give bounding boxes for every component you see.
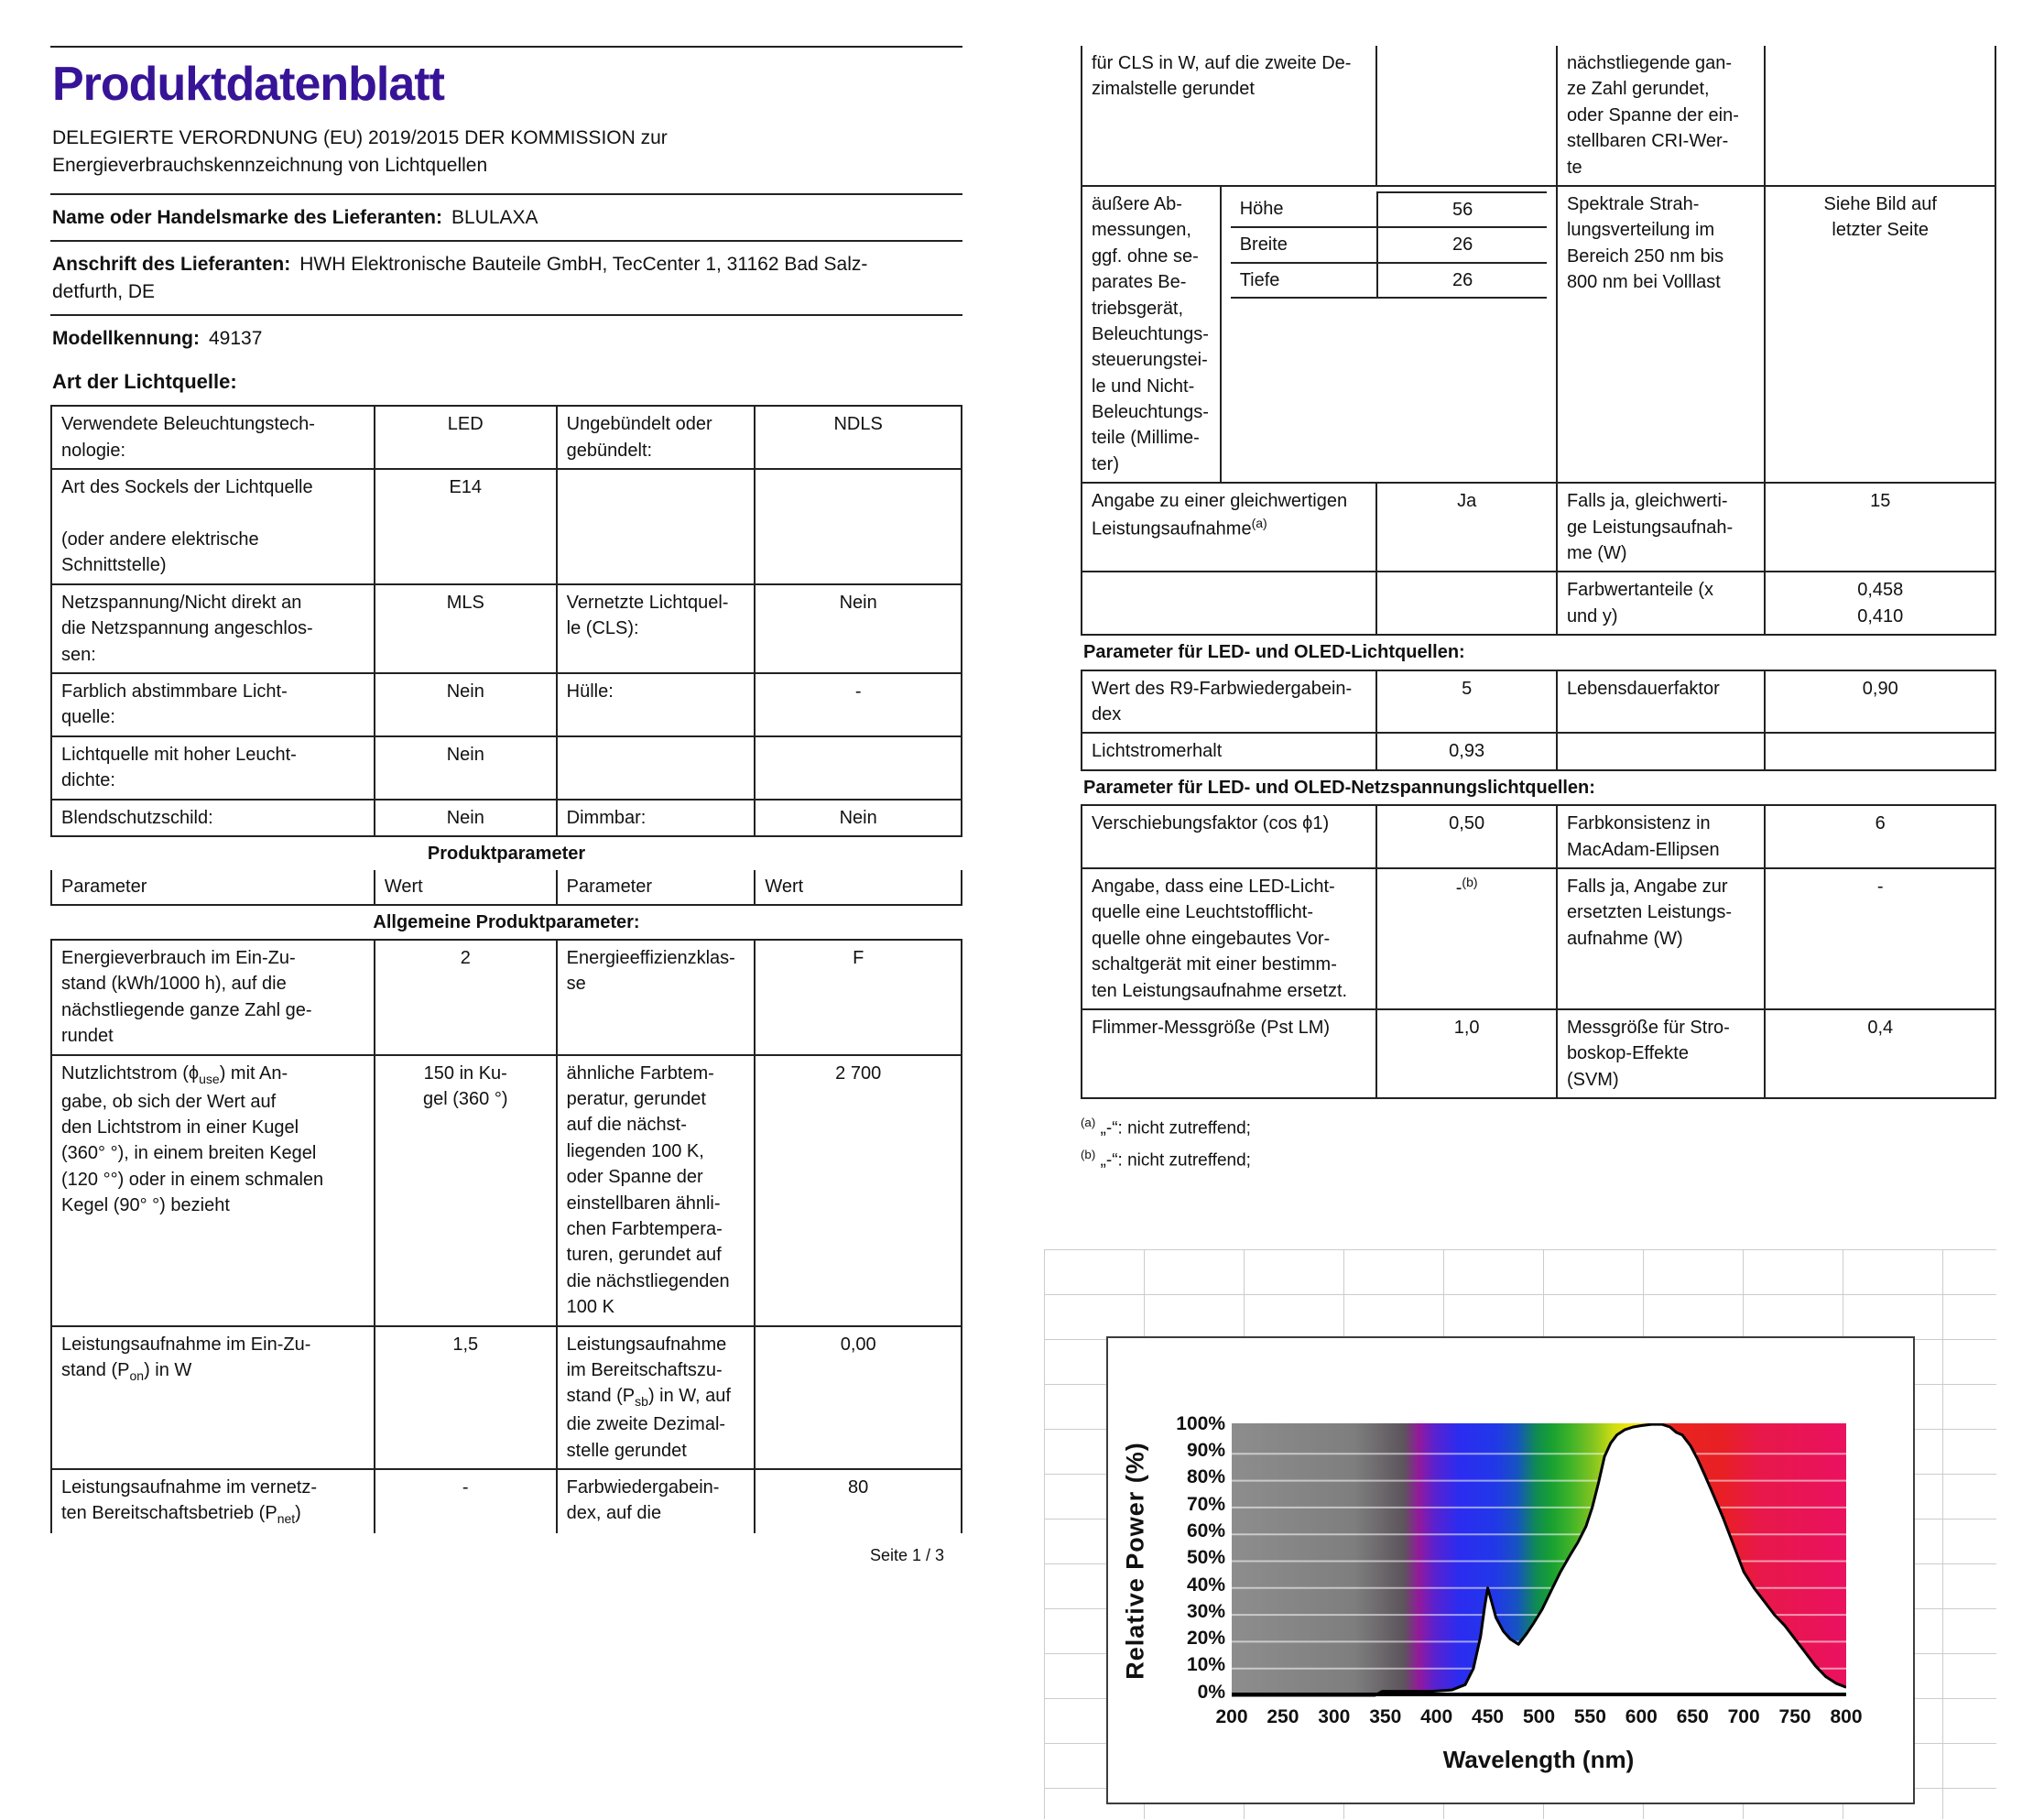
table-cell: -$^{(b)}$ [1376, 868, 1557, 1009]
table-row [51, 800, 962, 836]
y-tick-label: 90% [1186, 1440, 1225, 1462]
supplier-address-label: Anschrift des Lieferanten: [52, 254, 291, 276]
product-parameters-table-page2 [1081, 46, 1996, 1099]
table-cell [557, 736, 756, 800]
x-tick-label: 250 [1267, 1705, 1299, 1727]
x-tick-label: 550 [1573, 1705, 1606, 1727]
table-row [51, 584, 962, 673]
table-cell: nächstliegende gan- ze Zahl gerundet, oder Spanne der ein- stellbaren CRI-Wer- te [1557, 46, 1766, 186]
page-title: Produktdatenblatt [52, 58, 444, 111]
page-1 [50, 46, 962, 1565]
table-cell [755, 469, 962, 584]
supplier-name-value: BLULAXA [451, 206, 538, 228]
table-row [51, 870, 962, 904]
spd-curve [1232, 1423, 1846, 1698]
table-cell [1221, 186, 1557, 483]
y-tick-label: 30% [1186, 1600, 1225, 1622]
table-cell: 0,50 [1376, 805, 1557, 868]
y-tick-label: 0% [1197, 1681, 1225, 1703]
table-cell: 56 [1377, 192, 1547, 227]
supplier-address-row [52, 251, 962, 305]
footnote-a: $^{(a)}$ „-“: nicht zutreffend; [1081, 1116, 1251, 1138]
table-cell: Breite [1231, 227, 1378, 262]
table-cell: Tiefe [1231, 263, 1378, 298]
table-row [51, 1326, 962, 1469]
table-cell: 0,458 0,410 [1765, 572, 1995, 635]
x-tick-label: 600 [1625, 1705, 1658, 1727]
table-cell: Hülle: [557, 673, 756, 736]
x-tick-label: 500 [1522, 1705, 1556, 1727]
table-cell: Angabe zu einer gleichwertigen Leistungsaufnahme$^{(a)}$ [1082, 483, 1376, 572]
table-cell: Nein [755, 584, 962, 673]
x-tick-label: 450 [1472, 1705, 1505, 1727]
table-cell: 1,5 [375, 1326, 557, 1469]
table-cell: Falls ja, gleichwerti- ge Leistungsaufnah- me (W) [1557, 483, 1766, 572]
table-row [1082, 483, 1995, 572]
table-cell: 26 [1377, 227, 1547, 262]
table-row [1082, 635, 1995, 670]
table-cell: Höhe [1231, 192, 1378, 227]
table-cell [1082, 572, 1376, 635]
table-cell: 2 700 [755, 1055, 962, 1326]
y-tick-label: 20% [1186, 1628, 1225, 1650]
table-cell: Spektrale Strah- lungsverteilung im Bereich 250 nm bis 800 nm bei Volllast [1557, 186, 1766, 483]
table-cell: Lichtquelle mit hoher Leucht- dichte: [51, 736, 375, 800]
table-cell: Nutzlichtstrom $(\phi_{use})$ mit An- gabe, ob sich der Wert auf den Lichtstrom in einer Kugel (360° °), in einem breiten Kegel (120 °°) oder in einem schmalen Kegel (90° °) bezieht [51, 1055, 375, 1326]
table-cell: 0,00 [755, 1326, 962, 1469]
table-cell: Ungebündelt oder gebündelt: [557, 406, 756, 469]
x-axis-title: Wavelength (nm) [1442, 1745, 1635, 1773]
table-cell: Lebensdauerfaktor [1557, 670, 1766, 734]
x-tick-label: 800 [1830, 1705, 1863, 1727]
table-cell: Angabe, dass eine LED-Licht- quelle eine Leuchtstofflicht- quelle ohne eingebautes Vor- schaltgerät mit einer bestimm- ten Leistungsaufnahme ersetzt. [1082, 868, 1376, 1009]
table-cell: 2 [375, 940, 557, 1055]
table-cell: Produktparameter [51, 836, 962, 870]
divider [50, 46, 962, 48]
x-tick-label: 200 [1215, 1705, 1248, 1727]
table-cell: 80 [755, 1469, 962, 1533]
table-row [51, 673, 962, 736]
table-row [1231, 192, 1547, 227]
table-cell: Verwendete Beleuchtungstech- nologie: [51, 406, 375, 469]
table-row [1231, 263, 1547, 298]
y-tick-label: 100% [1176, 1412, 1225, 1434]
supplier-name-label: Name oder Handelsmarke des Lieferanten: [52, 206, 442, 228]
table-cell: ähnliche Farbtem- peratur, gerundet auf die nächst- liegenden 100 K, oder Spanne der einstellbaren ähnli- chen Farbtempera- turen, gerundet auf die nächstliegenden 100 K [557, 1055, 756, 1326]
table-row [1082, 733, 1995, 769]
divider [50, 240, 962, 242]
table-cell: 5 [1376, 670, 1557, 734]
table-cell: - [755, 673, 962, 736]
table-cell: Parameter [557, 870, 756, 904]
table-cell: Farbwiedergabein- dex, auf die [557, 1469, 756, 1533]
supplier-name-row [52, 204, 962, 231]
table-row [1082, 1009, 1995, 1098]
table-cell: Verschiebungsfaktor (cos ϕ1) [1082, 805, 1376, 868]
table-cell: Flimmer-Messgröße (Pst LM) [1082, 1009, 1376, 1098]
table-cell: Nein [375, 800, 557, 836]
table-cell: Energieeffizienzklas- se [557, 940, 756, 1055]
page-2 [1081, 46, 1996, 1819]
table-cell: - [375, 1469, 557, 1533]
divider [50, 193, 962, 195]
table-cell: Allgemeine Produktparameter: [51, 905, 962, 940]
footnote-b: $^{(b)}$ „-“: nicht zutreffend; [1081, 1147, 1251, 1171]
table-cell: 15 [1765, 483, 1995, 572]
type-heading: Art der Lichtquelle: [52, 370, 237, 394]
y-tick-label: 70% [1186, 1493, 1225, 1515]
table-cell: LED [375, 406, 557, 469]
table-row [1082, 670, 1995, 734]
spectral-distribution-chart [1044, 1249, 1996, 1819]
table-cell: Parameter für LED- und OLED-Lichtquellen: [1082, 635, 1995, 670]
y-axis-title: Relative Power (%) [1121, 1441, 1149, 1680]
x-tick-label: 700 [1727, 1705, 1760, 1727]
table-cell: Netzspannung/Nicht direkt an die Netzspannung angeschlos- sen: [51, 584, 375, 673]
table-cell: NDLS [755, 406, 962, 469]
page-number: Seite 1 / 3 [869, 1546, 944, 1565]
table-row [1082, 868, 1995, 1009]
table-cell: Art des Sockels der Lichtquelle (oder andere elektrische Schnittstelle) [51, 469, 375, 584]
table-cell: Wert [755, 870, 962, 904]
table-cell: Nein [755, 800, 962, 836]
regulation-text: DELEGIERTE VERORDNUNG (EU) 2019/2015 DER KOMMISSION zur Energieverbrauchskennzeichnung von Lichtquellen [52, 127, 668, 177]
table-row [51, 905, 962, 940]
y-axis-ticks [1154, 1338, 1225, 1803]
table-row [1082, 572, 1995, 635]
table-cell: Leistungsaufnahme im Bereitschaftszu- stand $(P_{sb})$ in W, auf die zweite Dezimal- stelle gerundet [557, 1326, 756, 1469]
table-cell: - [1765, 868, 1995, 1009]
table-cell: Wert des R9-Farbwiedergabein- dex [1082, 670, 1376, 734]
plot-area [1232, 1423, 1846, 1698]
table-cell: F [755, 940, 962, 1055]
table-cell: Dimmbar: [557, 800, 756, 836]
table-cell: Messgröße für Stro- boskop-Effekte (SVM) [1557, 1009, 1766, 1098]
y-tick-label: 80% [1186, 1466, 1225, 1488]
divider [50, 314, 962, 316]
x-tick-label: 400 [1420, 1705, 1453, 1727]
footnotes [1081, 1114, 1996, 1174]
product-parameters-table-page1 [50, 405, 962, 1533]
table-cell: Blendschutzschild: [51, 800, 375, 836]
table-cell [755, 736, 962, 800]
table-cell: 26 [1377, 263, 1547, 298]
table-row [1231, 227, 1547, 262]
table-cell: 0,90 [1765, 670, 1995, 734]
table-cell [1765, 733, 1995, 769]
model-row [52, 325, 962, 352]
table-cell [1557, 733, 1766, 769]
table-row [51, 940, 962, 1055]
table-row [1082, 46, 1995, 186]
x-tick-label: 650 [1676, 1705, 1709, 1727]
x-axis-ticks [1215, 1705, 1863, 1735]
table-cell: Leistungsaufnahme im Ein-Zu- stand $(P_{on})$ in W [51, 1326, 375, 1469]
table-cell: Parameter für LED- und OLED-Netzspannungslichtquellen: [1082, 770, 1995, 805]
table-row [1082, 186, 1995, 483]
table-cell: äußere Ab- messungen, ggf. ohne se- parates Be- triebsgerät, Beleuchtungs- steuerungstei- le und Nicht- Beleuchtungs- teile (Millime- ter) [1082, 186, 1221, 483]
table-cell: Wert [375, 870, 557, 904]
table-row [51, 1469, 962, 1533]
table-cell: Parameter [51, 870, 375, 904]
table-cell: Farblich abstimmbare Licht- quelle: [51, 673, 375, 736]
table-row [51, 1055, 962, 1326]
table-cell: Vernetzte Lichtquel- le (CLS): [557, 584, 756, 673]
table-cell: 0,93 [1376, 733, 1557, 769]
table-cell [557, 469, 756, 584]
table-row [51, 406, 962, 469]
x-tick-label: 350 [1369, 1705, 1402, 1727]
table-cell: MLS [375, 584, 557, 673]
table-row [51, 836, 962, 870]
table-cell: Farbkonsistenz in MacAdam-Ellipsen [1557, 805, 1766, 868]
table-cell: Nein [375, 736, 557, 800]
table-cell: für CLS in W, auf die zweite De- zimalstelle gerundet [1082, 46, 1376, 186]
y-tick-label: 40% [1186, 1574, 1225, 1596]
table-row [1082, 805, 1995, 868]
table-row [51, 736, 962, 800]
table-cell: Farbwertanteile (x und y) [1557, 572, 1766, 635]
table-cell [1765, 46, 1995, 186]
table-cell [1376, 46, 1557, 186]
table-cell [1376, 572, 1557, 635]
table-row [51, 469, 962, 584]
supplier-address-value: HWH Elektronische Bauteile GmbH, TecCenter 1, 31162 Bad Salz- detfurth, DE [52, 254, 868, 302]
table-cell: E14 [375, 469, 557, 584]
table-cell: 6 [1765, 805, 1995, 868]
table-row [1082, 770, 1995, 805]
y-tick-label: 60% [1186, 1519, 1225, 1541]
y-tick-label: 50% [1186, 1547, 1225, 1569]
table-cell: Nein [375, 673, 557, 736]
model-value: 49137 [209, 328, 263, 350]
table-cell: Energieverbrauch im Ein-Zu- stand (kWh/1000 h), auf die nächstliegende ganze Zahl ge- rundet [51, 940, 375, 1055]
table-cell: 1,0 [1376, 1009, 1557, 1098]
y-tick-label: 10% [1186, 1654, 1225, 1676]
x-tick-label: 750 [1778, 1705, 1811, 1727]
table-cell: Siehe Bild auf letzter Seite [1765, 186, 1995, 483]
x-tick-label: 300 [1318, 1705, 1351, 1727]
model-label: Modellkennung: [52, 328, 200, 350]
dimensions-sub-table [1231, 191, 1547, 299]
table-cell: Leistungsaufnahme im vernetz- ten Bereitschaftsbetrieb $(P_{net})$ [51, 1469, 375, 1533]
table-cell: Lichtstromerhalt [1082, 733, 1376, 769]
table-cell: Ja [1376, 483, 1557, 572]
table-cell: 0,4 [1765, 1009, 1995, 1098]
table-cell: Falls ja, Angabe zur ersetzten Leistungs- aufnahme (W) [1557, 868, 1766, 1009]
chart-panel [1106, 1336, 1915, 1804]
table-cell: 150 in Ku- gel (360 °) [375, 1055, 557, 1326]
